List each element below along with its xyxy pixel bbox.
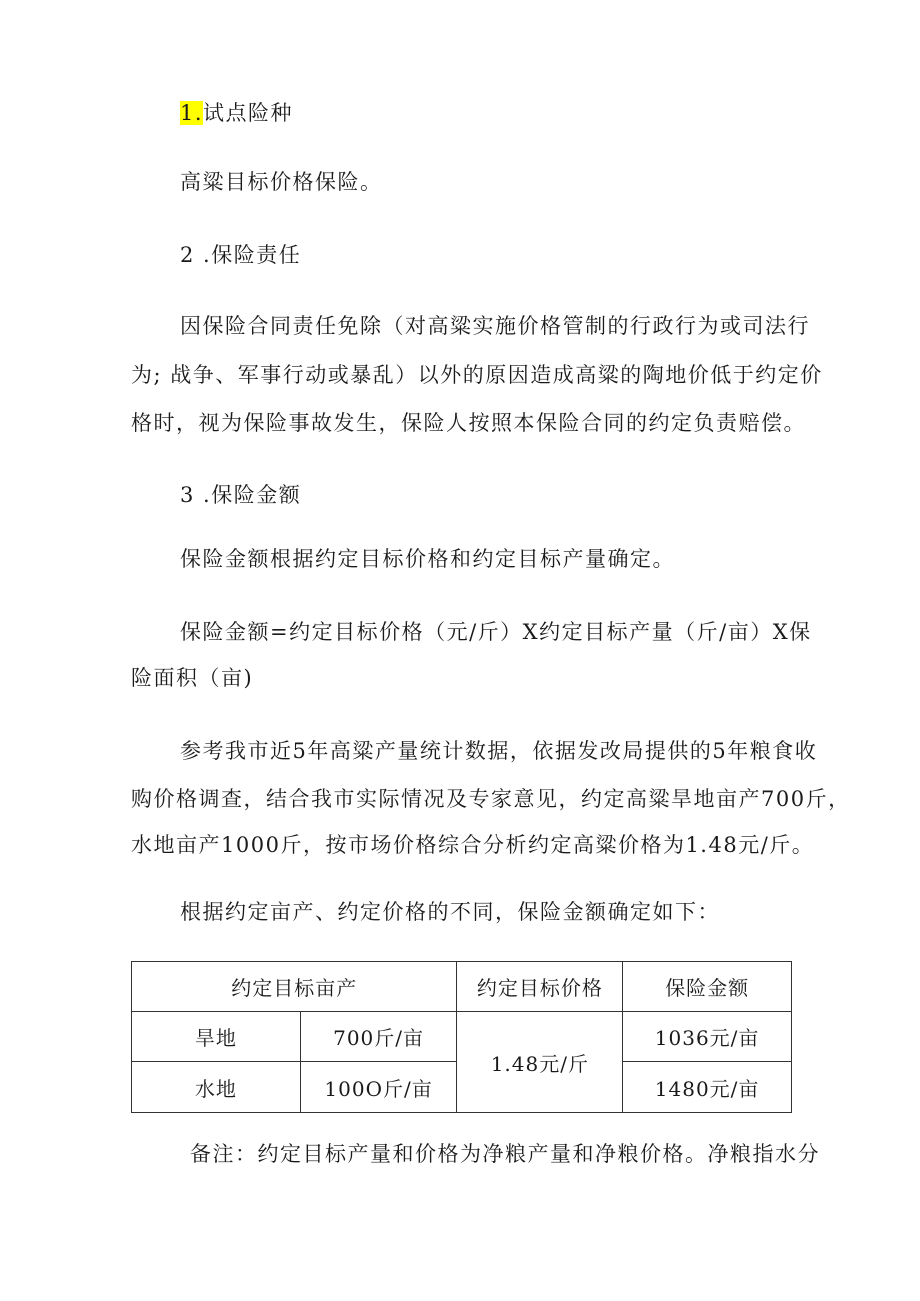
insurance-amount-table [131,961,792,1113]
header-target-yield: 约定目标亩产 [132,962,457,1012]
section-3-formula-line-1: 保险金额=约定目标价格（元/斤）X约定目标产量（斤/亩）X保 [180,620,812,644]
cell-amount: 1480元/亩 [623,1062,792,1113]
section-3-paragraph-1: 保险金额根据约定目标价格和约定目标产量确定。 [180,547,675,571]
section-2-body-line-2: 为; 战争、军事行动或暴乱）以外的原因造成高粱的陶地价低于约定价 [131,363,823,387]
section-2-body-line-3: 格时，视为保险事故发生，保险人按照本保险合同的约定负责赔偿。 [131,411,806,435]
header-insured-amount: 保险金额 [623,962,792,1012]
cell-yield: 100O斤/亩 [300,1062,457,1113]
table-header-row [132,962,792,1012]
cell-target-price: 1.48元/斤 [457,1012,623,1113]
cell-land-type: 旱地 [132,1012,301,1062]
cell-amount: 1036元/亩 [623,1012,792,1062]
section-1-number: 1. [180,101,204,125]
section-3-paragraph-4: 根据约定亩产、约定价格的不同，保险金额确定如下： [180,900,720,924]
section-1-heading [180,99,293,127]
section-2-heading: 2 .保险责任 [180,243,302,267]
section-3-formula-line-2: 险面积（亩) [131,666,254,690]
section-1-title: 试点险种 [203,101,294,125]
section-3-paragraph-3-line-3: 水地亩产1000斤，按市场价格综合分析约定高粱价格为1.48元/斤。 [131,833,815,857]
cell-land-type: 水地 [132,1062,301,1113]
table-row [132,1012,792,1062]
table-note: 备注：约定目标产量和价格为净粮产量和净粮价格。净粮指水分 [190,1142,820,1166]
header-target-price: 约定目标价格 [457,962,623,1012]
section-1-body: 高粱目标价格保险。 [180,170,383,194]
section-3-heading: 3 .保险金额 [180,483,302,507]
section-3-paragraph-3-line-1: 参考我市近5年高粱产量统计数据，依据发改局提供的5年粮食收 [180,739,818,763]
cell-yield: 700斤/亩 [300,1012,457,1062]
section-2-body-line-1: 因保险合同责任免除（对高粱实施价格管制的行政行为或司法行 [180,314,810,338]
section-3-paragraph-3-line-2: 购价格调查，结合我市实际情况及专家意见，约定高粱旱地亩产700斤， [131,787,851,811]
